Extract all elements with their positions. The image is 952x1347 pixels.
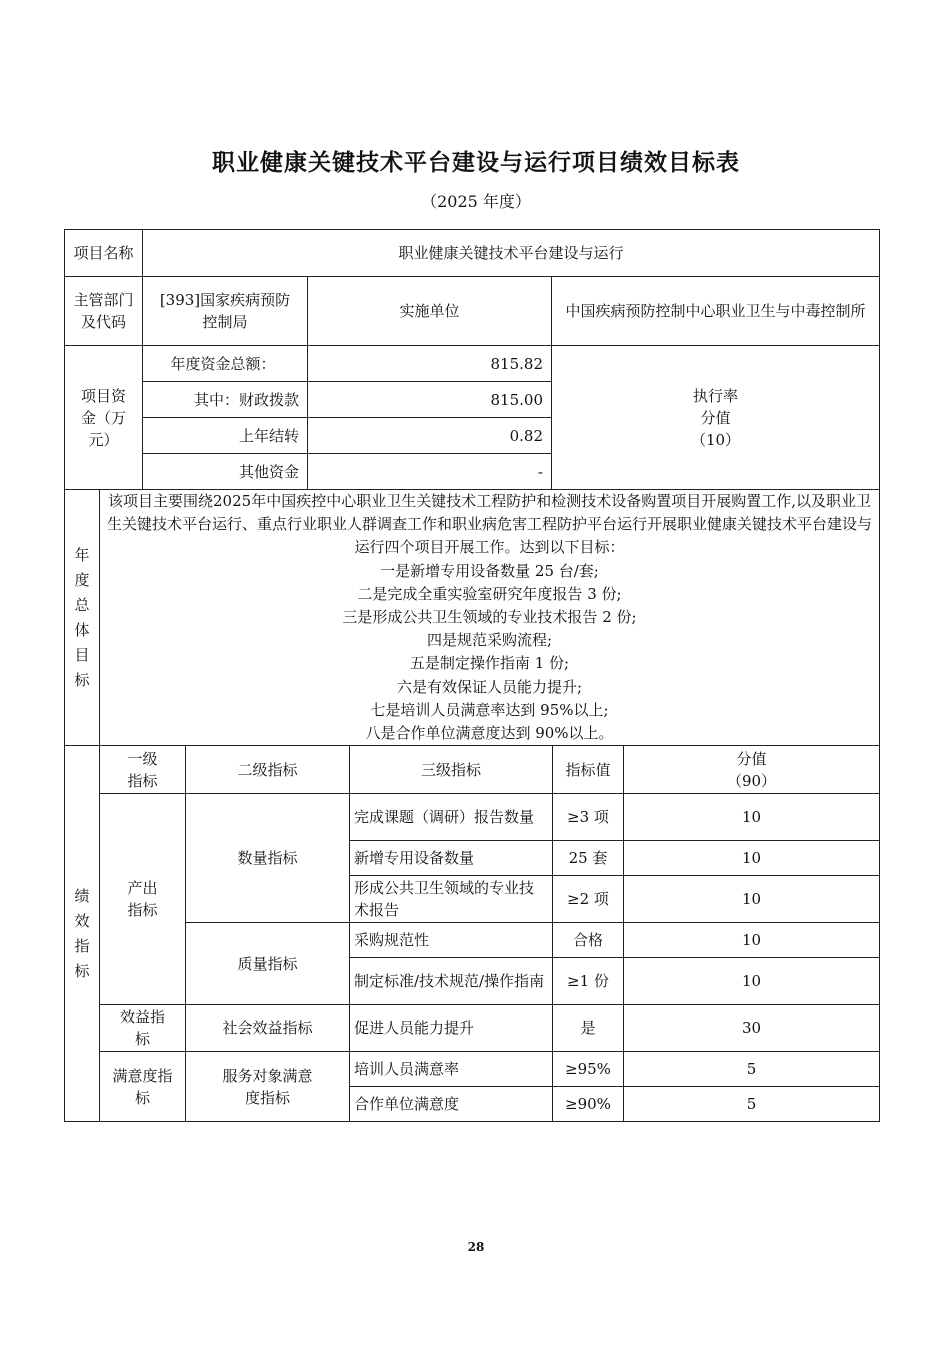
- indicators-label-text: 绩 效 指 标: [74, 886, 90, 980]
- annual-goals-table: [64, 489, 880, 746]
- indicator-name: 完成课题（调研）报告数量: [350, 794, 553, 841]
- performance-target-sheet: [64, 229, 879, 1118]
- goal-item-4: 四是规范采购流程;: [426, 631, 553, 650]
- indicators-label: [65, 746, 100, 1122]
- funds-label: 项目资金（万元）: [65, 346, 143, 490]
- indicator-value: ≥3 项: [553, 794, 624, 841]
- funds-carryover-label: 上年结转: [143, 418, 308, 454]
- header-score: [624, 746, 880, 794]
- execution-score-value: （10）: [690, 430, 741, 449]
- indicator-value: 是: [553, 1005, 624, 1052]
- implementing-unit-label: 实施单位: [308, 277, 552, 346]
- indicator-value: 25 套: [553, 841, 624, 876]
- funds-fiscal-label: 其中：财政拨款: [143, 382, 308, 418]
- indicator-name: 形成公共卫生领域的专业技术报告: [350, 876, 553, 923]
- indicator-score: 5: [624, 1087, 880, 1122]
- goal-item-6: 六是有效保证人员能力提升;: [396, 677, 583, 696]
- indicator-value: 合格: [553, 923, 624, 958]
- department-value: [393]国家疾病预防控制局: [143, 277, 308, 346]
- indicator-name: 采购规范性: [350, 923, 553, 958]
- goal-item-8: 八是合作单位满意度达到 90%以上。: [365, 724, 614, 743]
- indicator-score: 10: [624, 794, 880, 841]
- indicator-name: 培训人员满意率: [350, 1052, 553, 1087]
- indicator-name: 新增专用设备数量: [350, 841, 553, 876]
- annual-goals-label: [65, 490, 100, 746]
- department-label: 主管部门及代码: [65, 277, 143, 346]
- goal-item-7: 七是培训人员满意率达到 95%以上;: [370, 700, 609, 719]
- indicator-name: 促进人员能力提升: [350, 1005, 553, 1052]
- indicator-value: ≥90%: [553, 1087, 624, 1122]
- goal-item-1: 一是新增专用设备数量 25 台/套;: [380, 561, 599, 580]
- project-info-table: [64, 229, 880, 490]
- funds-total-label: 年度资金总额：: [143, 346, 308, 382]
- benefit-indicator-label: 效益指标: [100, 1005, 186, 1052]
- funds-fiscal-value: 815.00: [308, 382, 552, 418]
- indicator-name: 制定标准/技术规范/操作指南: [350, 958, 553, 1005]
- indicator-score: 10: [624, 876, 880, 923]
- header-value: 指标值: [553, 746, 624, 794]
- quality-indicator-label: 质量指标: [186, 923, 350, 1005]
- performance-indicators-table: [64, 745, 880, 1122]
- indicator-value: ≥2 项: [553, 876, 624, 923]
- funds-carryover-value: 0.82: [308, 418, 552, 454]
- indicator-score: 10: [624, 841, 880, 876]
- project-name-label: 项目名称: [65, 230, 143, 277]
- goal-item-5: 五是制定操作指南 1 份;: [409, 654, 570, 673]
- funds-other-label: 其他资金: [143, 454, 308, 490]
- quantity-indicator-label: 数量指标: [186, 794, 350, 923]
- project-name-value: 职业健康关键技术平台建设与运行: [143, 230, 880, 277]
- document-subtitle: （2025 年度）: [421, 192, 531, 211]
- header-level3: 三级指标: [350, 746, 553, 794]
- header-score-total: （90）: [726, 771, 777, 790]
- social-benefit-label: 社会效益指标: [186, 1005, 350, 1052]
- implementing-unit-value: 中国疾病预防控制中心职业卫生与中毒控制所: [552, 277, 880, 346]
- execution-rate-cell: [552, 346, 880, 490]
- funds-other-value: -: [308, 454, 552, 490]
- header-level2: 二级指标: [186, 746, 350, 794]
- indicator-value: ≥1 份: [553, 958, 624, 1005]
- indicator-score: 30: [624, 1005, 880, 1052]
- execution-rate-label: 执行率: [693, 386, 739, 405]
- goal-item-3: 三是形成公共卫生领域的专业技术报告 2 份;: [342, 608, 637, 627]
- indicator-name: 合作单位满意度: [350, 1087, 553, 1122]
- service-satisfaction-label: 服务对象满意度指标: [186, 1052, 350, 1122]
- indicator-score: 10: [624, 958, 880, 1005]
- header-score-label: 分值: [736, 749, 767, 768]
- annual-goals-content: [100, 490, 880, 746]
- indicator-score: 5: [624, 1052, 880, 1087]
- funds-total-value: 815.82: [308, 346, 552, 382]
- execution-score-label: 分值: [700, 408, 731, 427]
- goal-item-2: 二是完成全重实验室研究年度报告 3 份;: [357, 584, 622, 603]
- page-number: 28: [467, 1240, 485, 1254]
- goals-intro: 该项目主要围绕2025年中国疾控中心职业卫生关键技术工程防护和检测技术设备购置项目开展购置工作,以及职业卫生关键技术平台运行、重点行业职业人群调查工作和职业病危害工程防护平台运行开展职业健康关键技术平台建设与运行四个项目开展工作。达到以下目标：: [106, 492, 872, 557]
- document-title: 职业健康关键技术平台建设与运行项目绩效目标表: [212, 150, 740, 176]
- output-indicator-label: 产出指标: [100, 794, 186, 1005]
- annual-goals-label-text: 年 度 总 体 目 标: [74, 545, 90, 689]
- header-level1: 一级指标: [100, 746, 186, 794]
- satisfaction-indicator-label: 满意度指标: [100, 1052, 186, 1122]
- indicator-score: 10: [624, 923, 880, 958]
- indicator-value: ≥95%: [553, 1052, 624, 1087]
